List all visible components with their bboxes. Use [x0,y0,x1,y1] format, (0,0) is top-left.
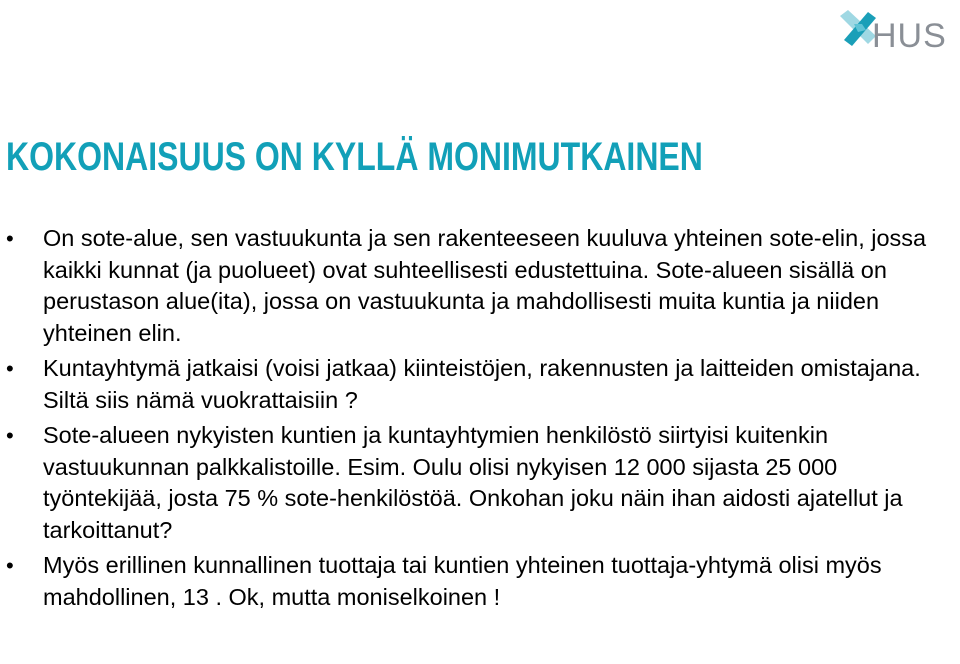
bullet-item [0,550,940,613]
bullet-item [0,223,940,349]
bullet-item [0,353,940,416]
hus-logo [836,6,956,56]
bullet-dot: • [6,226,14,251]
bullet-text: Kuntayhtymä jatkaisi (voisi jatkaa) kiinteistöjen, rakennusten ja laitteiden omistajana. Siltä siis nämä vuokrattaisiin ? [43,355,921,413]
slide-title: KOKONAISUUS ON KYLLÄ MONIMUTKAINEN [6,135,703,179]
logo-text: HUS [872,17,947,55]
bullet-text: Sote-alueen nykyisten kuntien ja kuntayhtymien henkilöstö siirtyisi kuitenkin vastuukunnan palkkalistoille. Esim. Oulu olisi nykyisen 12 000 sijasta 25 000 työntekijää, josta 75 % sote-henkilöstöä. Onkohan joku näin ihan aidosti ajatellut ja tarkoittanut? [43,422,903,543]
bullet-item [0,420,940,546]
bullet-dot: • [6,356,14,381]
bullet-dot: • [6,553,14,578]
bullet-text: Myös erillinen kunnallinen tuottaja tai kuntien yhteinen tuottaja-yhtymä olisi myös mahdollinen, 13 . Ok, mutta moniselkoinen ! [43,552,882,610]
bullet-dot: • [6,423,14,448]
bullet-text: On sote-alue, sen vastuukunta ja sen rakenteeseen kuuluva yhteinen sote-elin, jossa kaikki kunnat (ja puolueet) ovat suhteellisesti edustettuina. Sote-alueen sisällä on perustason alue(ita), jossa on vastuukunta ja mahdollisesti muita kuntia ja niiden yhteinen elin. [43,225,927,346]
bullet-list [0,223,940,617]
